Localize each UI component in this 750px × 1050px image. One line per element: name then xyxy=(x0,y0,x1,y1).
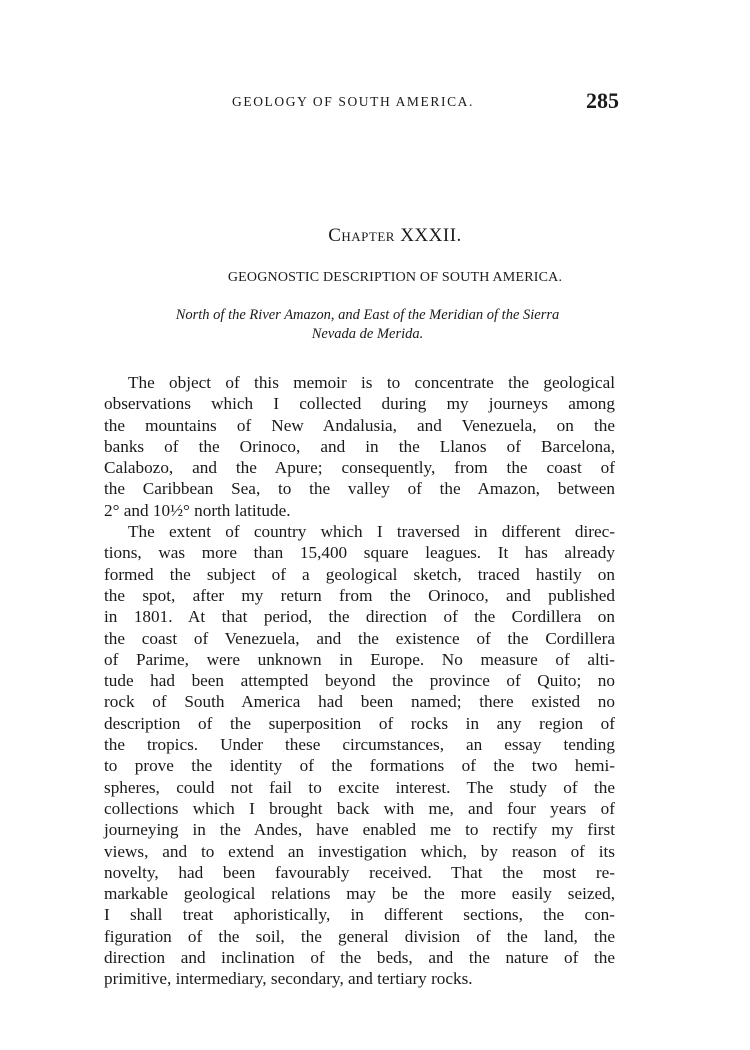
text-line: markable geological relations may be the more easily seized, xyxy=(104,884,615,904)
text-line: formed the subject of a geological sketch, traced hastily on xyxy=(104,564,615,584)
text-line: observations which I collected during my journeys among xyxy=(104,394,615,414)
text-line: rock of South America had been named; there existed no xyxy=(104,692,615,712)
text-line: The extent of country which I traversed in different direc- xyxy=(128,522,615,542)
chapter-heading: Chapter XXXII. xyxy=(328,225,462,246)
page-number: 285 xyxy=(586,88,619,113)
text-line: primitive, intermediary, secondary, and tertiary rocks. xyxy=(104,969,473,989)
text-line: of Parime, were unknown in Europe. No measure of alti- xyxy=(104,649,615,669)
text-line: the mountains of New Andalusia, and Venezuela, on the xyxy=(104,415,615,435)
text-line: the coast of Venezuela, and the existence of the Cordillera xyxy=(104,628,615,648)
text-line: views, and to extend an investigation which, by reason of its xyxy=(104,841,615,861)
text-line: in 1801. At that period, the direction of the Cordillera on xyxy=(104,607,615,627)
text-line: tions, was more than 15,400 square leagues. It has already xyxy=(104,543,615,563)
text-line: Calabozo, and the Apure; consequently, from the coast of xyxy=(104,458,615,478)
text-line: to prove the identity of the formations of the two hemi- xyxy=(104,756,615,776)
text-line: collections which I brought back with me, and four years of xyxy=(104,798,615,818)
text-line: banks of the Orinoco, and in the Llanos of Barcelona, xyxy=(104,436,615,456)
text-line: tude had been attempted beyond the province of Quito; no xyxy=(104,671,615,691)
running-head xyxy=(0,88,750,122)
body-text xyxy=(104,372,615,990)
text-line: I shall treat aphoristically, in different sections, the con- xyxy=(104,905,615,925)
region-note-line: North of the River Amazon, and East of the Meridian of the Sierra xyxy=(175,307,560,323)
running-title: GEOLOGY OF SOUTH AMERICA. xyxy=(232,94,475,109)
text-line: direction and inclination of the beds, and the nature of the xyxy=(104,948,615,968)
text-line: the spot, after my return from the Orinoco, and published xyxy=(104,585,615,605)
text-line: journeying in the Andes, have enabled me to rectify my first xyxy=(104,820,615,840)
text-line: novelty, had been favourably received. That the most re- xyxy=(104,862,615,882)
region-note xyxy=(110,306,625,344)
chapter-subtitle: GEOGNOSTIC DESCRIPTION OF SOUTH AMERICA. xyxy=(227,270,563,285)
text-line: the tropics. Under these circumstances, an essay tending xyxy=(104,735,615,755)
text-line: The object of this memoir is to concentrate the geological xyxy=(128,373,615,392)
region-note-line: Nevada de Merida. xyxy=(311,326,424,342)
text-line: spheres, could not fail to excite interest. The study of the xyxy=(104,777,615,797)
paragraph-1 xyxy=(104,372,615,521)
text-line: the Caribbean Sea, to the valley of the Amazon, between xyxy=(104,479,615,499)
text-line: 2° and 10½° north latitude. xyxy=(104,500,291,520)
paragraph-2 xyxy=(104,521,615,990)
text-line: description of the superposition of rocks in any region of xyxy=(104,713,615,733)
text-line: figuration of the soil, the general division of the land, the xyxy=(104,926,615,946)
